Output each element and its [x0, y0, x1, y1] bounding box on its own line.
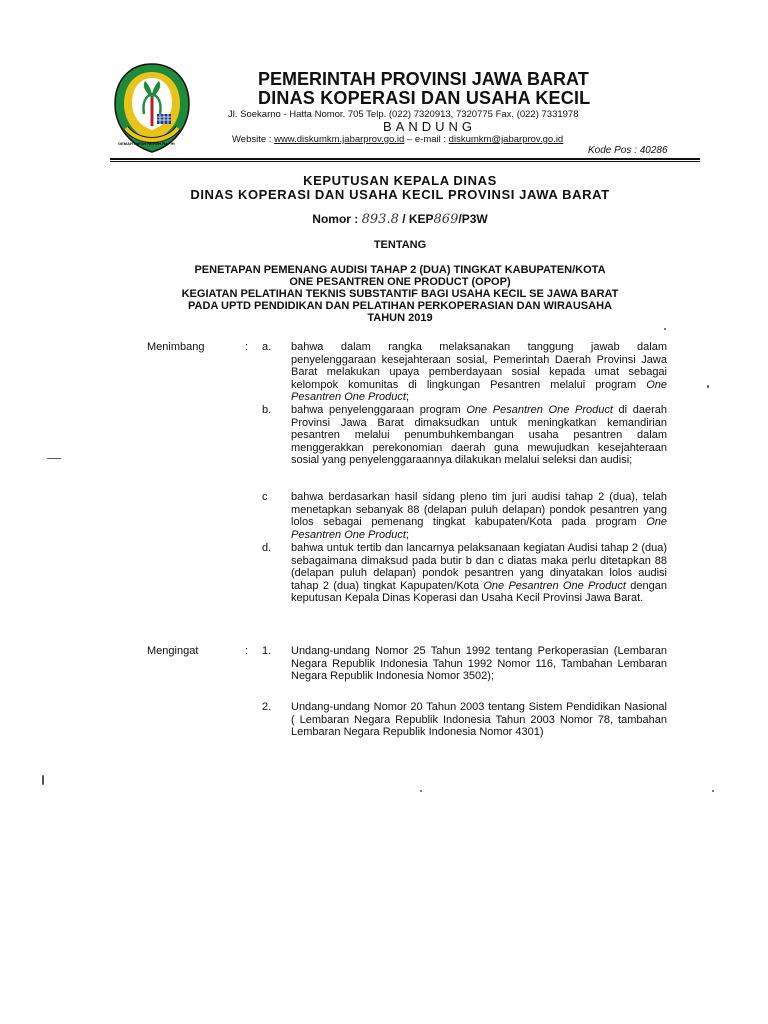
- subject-line-2: ONE PESANTREN ONE PRODUCT (OPOP): [289, 276, 511, 288]
- logo-motto: GEMAH RIPAH REPEH RAPIH: [118, 141, 175, 146]
- subject-line-3: KEGIATAN PELATIHAN TEKNIS SUBSTANTIF BAGI USAHA KECIL SE JAWA BARAT: [181, 288, 619, 300]
- scan-speck: [47, 458, 61, 459]
- tentang-heading: TENTANG: [373, 239, 427, 251]
- website-link[interactable]: www.diskumkm.jabarprov.go.id: [274, 134, 405, 145]
- email-link[interactable]: diskumkm@jabarprov.go.id: [448, 134, 564, 145]
- subject-line-5: TAHUN 2019: [367, 312, 433, 324]
- menimbang-c-mark: c: [262, 491, 268, 503]
- handwritten-number-2: 869: [433, 212, 459, 227]
- scan-speck: [42, 775, 44, 785]
- mengingat-label: Mengingat: [147, 645, 199, 657]
- mengingat-colon: :: [245, 645, 249, 657]
- menimbang-item-d: bahwa untuk tertib dan lancarnya pelaksanaan kegiatan Audisi tahap 2 (dua) sebagaimana dimaksud pada butir b dan c diatas maka perlu ditetapkan 88 (delapan puluh delapan) pondok pesantren yang dinyatakan lolos audisi tahap 2 (dua) tingkat Kapupaten/Kota One Pesantren One Product dengan keputusan Kepala Dinas Koperasi dan Usaha Kecil Provinsi Jawa Barat.: [291, 542, 667, 605]
- subject-line-1: PENETAPAN PEMENANG AUDISI TAHAP 2 (DUA) TINGKAT KABUPATEN/KOTA: [194, 264, 606, 276]
- letterhead-divider-thin: [110, 161, 700, 162]
- letterhead-divider: [110, 158, 700, 160]
- mengingat-2-mark: 2.: [262, 701, 272, 713]
- menimbang-d-mark: d.: [262, 542, 272, 554]
- menimbang-item-b: bahwa penyelenggaraan program One Pesantren One Product di daerah Provinsi Jawa Barat dimaksudkan untuk meningkatkan kemandirian pesantren melalui penumbuhkembangan usaha pesantren dalam menggerakkan perekonomian daerah guna mewujudkan kesejahteraan sosial yang penyelenggaraannya dilakukan melalui seleksi dan audisi;: [291, 404, 668, 467]
- mengingat-1-mark: 1.: [262, 645, 272, 657]
- agency-address: Jl. Soekarno - Hatta Nomor. 705 Telp. (022) 7320913, 7320775 Fax. (022) 7331978: [228, 109, 579, 120]
- scan-speck: [712, 790, 714, 792]
- agency-city: BANDUNG: [383, 119, 477, 134]
- scan-speck: [707, 385, 709, 388]
- mengingat-item-1: Undang-undang Nomor 25 Tahun 1992 tentang Perkoperasian (Lembaran Negara Republik Indonesia Tahun 1992 Nomor 116, Tambahan Lembaran Negara Republik Indonesia Nomor 3502);: [291, 645, 667, 683]
- menimbang-label: Menimbang: [147, 341, 205, 353]
- contact-line: [232, 134, 563, 145]
- menimbang-item-c: bahwa berdasarkan hasil sidang pleno tim juri audisi tahap 2 (dua), telah menetapkan sebanyak 88 (delapan puluh delapan) pondok pesantren yang lolos sebagai pemenang tingkat kabupaten/Kota pada program One Pesantren One Product;: [291, 491, 667, 541]
- handwritten-number-1: 893.8: [361, 212, 399, 227]
- scan-speck: [664, 328, 666, 330]
- decree-title: KEPUTUSAN KEPALA DINAS: [303, 173, 497, 188]
- menimbang-colon: :: [245, 341, 249, 353]
- menimbang-a-mark: a.: [262, 341, 272, 353]
- email-label: – e-mail :: [406, 134, 447, 145]
- decree-number: Nomor : 893.8 / KEP869/P3W: [312, 212, 488, 227]
- government-name: PEMERINTAH PROVINSI JAWA BARAT: [258, 69, 589, 89]
- decree-issuer: DINAS KOPERASI DAN USAHA KECIL PROVINSI JAWA BARAT: [190, 187, 610, 202]
- menimbang-b-mark: b.: [262, 404, 272, 416]
- website-label: Website :: [232, 134, 272, 145]
- scan-speck: [420, 790, 422, 792]
- agency-name: DINAS KOPERASI DAN USAHA KECIL: [258, 88, 591, 108]
- menimbang-item-a: bahwa dalam rangka melaksanakan tanggung jawab dalam penyelenggaraan kesejahteraan sosial, Pemerintah Daerah Provinsi Jawa Barat melakukan upaya pemberdayaan sosial kepada umat sebagai kelompok komunitas di lingkungan Pesantren melalui program One Pesantren One Product;: [291, 341, 667, 404]
- mengingat-item-2: Undang-undang Nomor 20 Tahun 2003 tentang Sistem Pendidikan Nasional ( Lembaran Negara Republik Indonesia Tahun 2003 Nomor 78, tambahan Lembaran Negara Republik Indonesia Nomor 4301): [291, 701, 667, 739]
- postal-code: Kode Pos : 40286: [588, 145, 668, 156]
- subject-line-4: PADA UPTD PENDIDIKAN DAN PELATIHAN PERKOPERASIAN DAN WIRAUSAHA: [188, 300, 612, 312]
